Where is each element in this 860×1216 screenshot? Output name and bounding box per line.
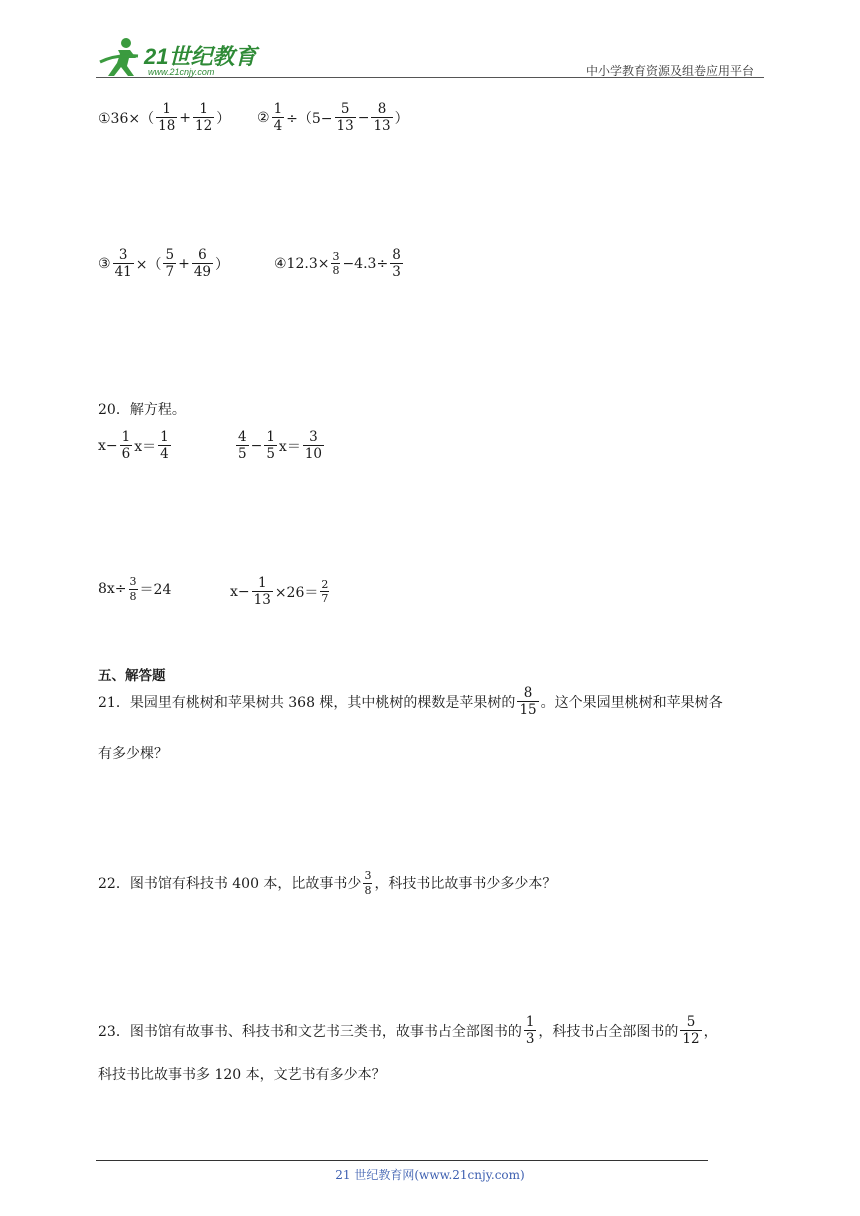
question-20-title: 20．解方程。 xyxy=(98,402,186,418)
question-23-line-2: 科技书比故事书多 120 本，文艺书有多少本？ xyxy=(98,1067,386,1083)
calc-problem-1: ①36×（ $\frac{1}{18}$ + $\frac{1}{12}$ ） xyxy=(98,101,231,135)
equation-2: $\frac{4}{5}$ − $\frac{1}{5}$ x＝ $\frac{3}{10}$ xyxy=(238,429,323,463)
fraction: $\frac{3}{8}$ xyxy=(129,575,137,603)
fraction: $\frac{1}{6}$ xyxy=(121,429,131,463)
fraction: $\frac{3}{41}$ xyxy=(114,247,132,281)
footer-link[interactable]: 21 世纪教育网(www.21cnjy.com) xyxy=(335,1168,525,1182)
section-heading: 五、解答题 xyxy=(98,668,166,684)
fraction: $\frac{4}{5}$ xyxy=(238,429,247,463)
fraction: $\frac{8}{3}$ xyxy=(392,247,401,281)
fraction: $\frac{1}{13}$ xyxy=(253,575,271,609)
question-21-line-2: 有多少棵？ xyxy=(98,746,168,762)
equation-1: x− $\frac{1}{6}$ x＝ $\frac{1}{4}$ xyxy=(98,429,169,463)
fraction: $\frac{8}{15}$ xyxy=(519,685,537,719)
svg-text:21世纪教育: 21世纪教育 xyxy=(144,44,257,69)
fraction: $\frac{5}{12}$ xyxy=(682,1014,700,1048)
equation-3: 8x÷ $\frac{3}{8}$ ＝24 xyxy=(98,575,172,603)
fraction: $\frac{3}{8}$ xyxy=(332,249,340,278)
running-figure-icon xyxy=(100,38,138,76)
fraction: $\frac{3}{10}$ xyxy=(304,429,323,463)
header-divider xyxy=(96,77,764,78)
fraction: $\frac{1}{12}$ xyxy=(195,101,213,135)
calc-problem-3: ③ $\frac{3}{41}$ ×（ $\frac{5}{7}$ + $\frac{6}{49}$ ） xyxy=(98,247,229,281)
footer-divider xyxy=(96,1160,708,1161)
svg-text:www.21cnjy.com: www.21cnjy.com xyxy=(148,67,215,77)
fraction: $\frac{1}{18}$ xyxy=(158,101,176,135)
calc-problem-2: ② $\frac{1}{4}$ ÷（5− $\frac{5}{13}$ − $\frac{8}{13}$ ） xyxy=(257,101,409,135)
site-logo xyxy=(96,36,276,78)
question-23-line-1: 23．图书馆有故事书、科技书和文艺书三类书，故事书占全部图书的 $\frac{1}{3}$ ，科技书占全部图书的 $\frac{5}{12}$ ， xyxy=(98,1014,718,1048)
calc-problem-4: ④12.3× $\frac{3}{8}$ −4.3÷ $\frac{8}{3}$ xyxy=(274,247,401,281)
fraction: $\frac{3}{8}$ xyxy=(364,869,372,897)
equation-4: x− $\frac{1}{13}$ ×26＝ $\frac{2}{7}$ xyxy=(230,575,329,609)
fraction: $\frac{8}{13}$ xyxy=(373,101,391,135)
question-22: 22．图书馆有科技书 400 本，比故事书少 $\frac{3}{8}$ ，科技书比故事书少多少本？ xyxy=(98,869,557,897)
fraction: $\frac{1}{5}$ xyxy=(266,429,275,463)
fraction: $\frac{1}{3}$ xyxy=(525,1014,535,1048)
fraction: $\frac{5}{7}$ xyxy=(165,247,175,281)
fraction: $\frac{1}{4}$ xyxy=(273,101,283,135)
fraction: $\frac{6}{49}$ xyxy=(193,247,211,281)
fraction: $\frac{2}{7}$ xyxy=(321,577,329,606)
fraction: $\frac{5}{13}$ xyxy=(336,101,354,135)
question-21-line-1: 21．果园里有桃树和苹果树共 368 棵，其中桃树的棵数是苹果树的 $\frac{8}{15}$ 。这个果园里桃树和苹果树各 xyxy=(98,685,723,719)
fraction: $\frac{1}{4}$ xyxy=(160,429,169,463)
problem-1-marker: ①36×（ xyxy=(98,110,155,127)
platform-tagline: 中小学教育资源及组卷应用平台 xyxy=(585,64,754,78)
